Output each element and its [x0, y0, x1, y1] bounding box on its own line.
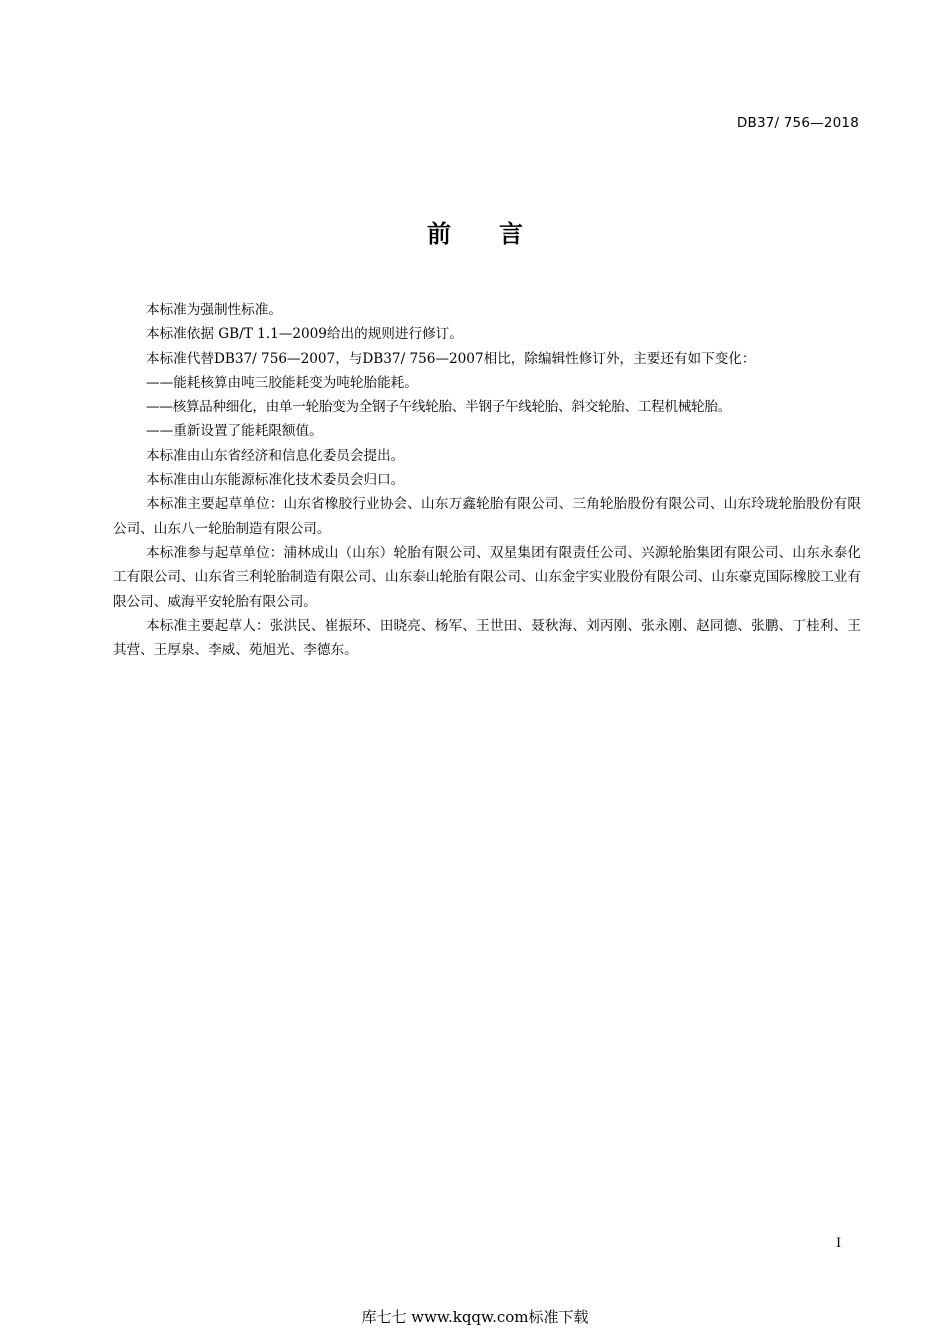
paragraph: 本标准代替DB37/ 756—2007，与DB37/ 756—2007相比，除编辑性修订外，主要还有如下变化：: [146, 350, 756, 367]
paragraph: ——核算品种细化，由单一轮胎变为全钢子午线轮胎、半钢子午线轮胎、斜交轮胎、工程机械轮胎。: [146, 399, 731, 416]
document-code: DB37/ 756—2018: [736, 115, 859, 131]
preface-body: [113, 298, 861, 662]
paragraph: ——能耗核算由吨三胶能耗变为吨轮胎能耗。: [146, 374, 418, 391]
paragraph: 本标准由山东能源标准化技术委员会归口。: [146, 472, 405, 489]
page-number: I: [836, 1236, 842, 1251]
paragraph: 本标准参与起草单位：浦林成山（山东）轮胎有限公司、双星集团有限责任公司、兴源轮胎集团有限公司、山东永泰化工有限公司、山东省三利轮胎制造有限公司、山东泰山轮胎有限公司、山东金宇实业股份有限公司、山东豪克国际橡胶工业有限公司、威海平安轮胎有限公司。: [113, 544, 861, 610]
paragraph: 本标准由山东省经济和信息化委员会提出。: [146, 447, 405, 464]
paragraph: 本标准主要起草单位：山东省橡胶行业协会、山东万鑫轮胎有限公司、三角轮胎股份有限公司、山东玲珑轮胎股份有限公司、山东八一轮胎制造有限公司。: [113, 496, 861, 537]
paragraph: 本标准主要起草人：张洪民、崔振环、田晓亮、杨军、王世田、聂秋海、刘丙刚、张永刚、赵同德、张鹏、丁桂利、王其营、王厚泉、李威、苑旭光、李德东。: [113, 617, 861, 659]
paragraph: 本标准为强制性标准。: [146, 302, 282, 318]
paragraph: 本标准依据 GB/T 1.1—2009给出的规则进行修订。: [146, 326, 463, 343]
paragraph: ——重新设置了能耗限额值。: [146, 423, 323, 440]
watermark-text: 库七七 www.kqqw.com标准下载: [361, 1308, 589, 1326]
page-title: 前言: [427, 220, 571, 248]
